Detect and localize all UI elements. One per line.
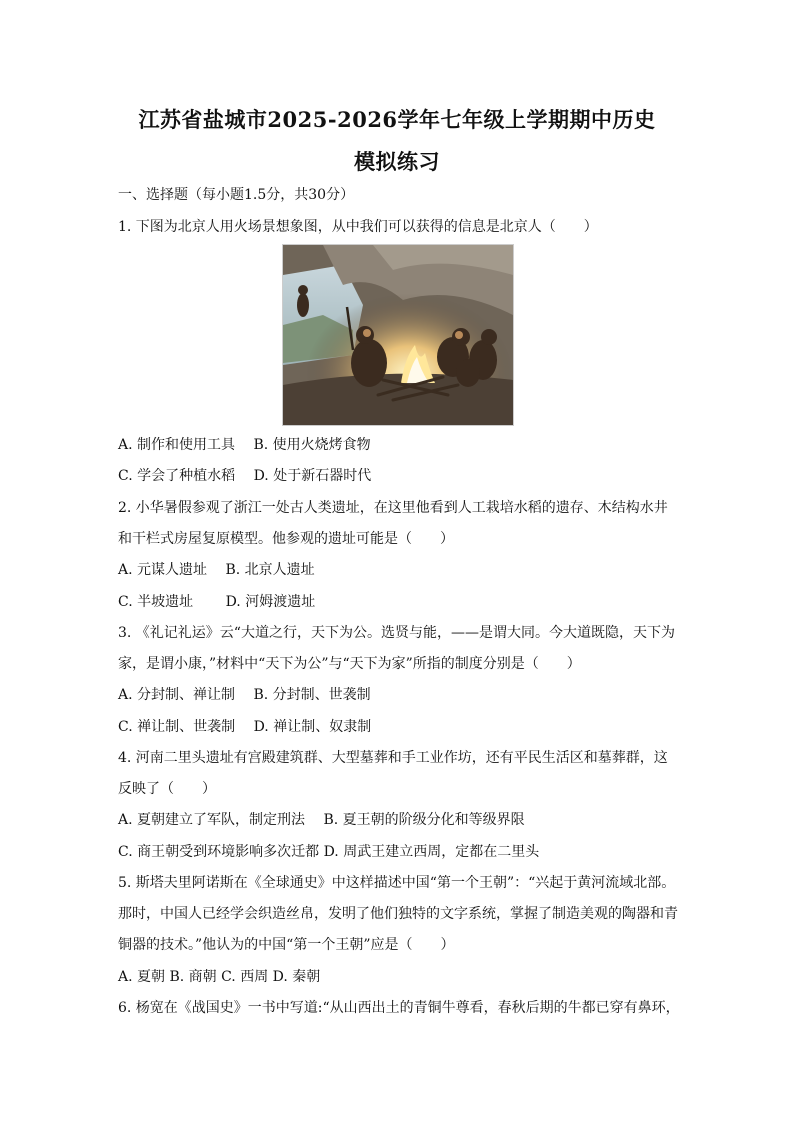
question-3-options-row-1: A. 分封制、禅让制 B. 分封制、世袭制 xyxy=(118,687,371,703)
question-1-options-row-2: C. 学会了种植水稻 D. 处于新石器时代 xyxy=(118,468,372,484)
question-3-stem-line-1: 3. 《礼记礼运》云“大道之行，天下为公。选贤与能，——是谓大同。今大道既隐，天下为 xyxy=(118,625,675,641)
question-2-options-row-1: A. 元谋人遗址 B. 北京人遗址 xyxy=(118,562,315,578)
question-4-options-row-2: C. 商王朝受到环境影响多次迁都 D. 周武王建立西周，定都在二里头 xyxy=(118,844,540,860)
document-title: 江苏省盐城市2025-2026学年七年级上学期期中历史 xyxy=(138,107,656,132)
question-3-options-row-2: C. 禅让制、世袭制 D. 禅让制、奴隶制 xyxy=(118,719,372,735)
peking-man-fire-illustration xyxy=(282,244,514,426)
question-2-stem-line-1: 2. 小华暑假参观了浙江一处古人类遗址，在这里他看到人工栽培水稻的遗存、木结构水井 xyxy=(118,500,668,516)
question-6-stem-line-1: 6. 杨宽在《战国史》一书中写道:“从山西出土的青铜牛尊看，春秋后期的牛都已穿有鼻环， xyxy=(118,1000,680,1016)
question-4-options-row-1: A. 夏朝建立了军队，制定刑法 B. 夏王朝的阶级分化和等级界限 xyxy=(118,812,525,828)
question-5-stem-line-2: 那时，中国人已经学会织造丝帛，发明了他们独特的文字系统，掌握了制造美观的陶器和青 xyxy=(118,906,678,922)
question-2-options-row-2: C. 半坡遗址 D. 河姆渡遗址 xyxy=(118,594,316,610)
question-5-stem-line-1: 5. 斯塔夫里阿诺斯在《全球通史》中这样描述中国“第一个王朝”：“兴起于黄河流域北部。 xyxy=(118,875,676,891)
question-4-stem-line-2: 反映了（ ） xyxy=(118,781,216,797)
question-5-options-row-1: A. 夏朝 B. 商朝 C. 西周 D. 秦朝 xyxy=(118,969,321,985)
question-1-stem: 1. 下图为北京人用火场景想象图，从中我们可以获得的信息是北京人（ ） xyxy=(118,219,598,235)
question-1-options-row-1: A. 制作和使用工具 B. 使用火烧烤食物 xyxy=(118,437,371,453)
question-4-stem-line-1: 4. 河南二里头遗址有宫殿建筑群、大型墓葬和手工业作坊，还有平民生活区和墓葬群，这 xyxy=(118,750,668,766)
document-subtitle: 模拟练习 xyxy=(354,149,440,174)
question-5-stem-line-3: 铜器的技术。”他认为的中国“第一个王朝”应是（ ） xyxy=(118,937,455,953)
section-heading: 一、选择题（每小题1.5分，共30分） xyxy=(118,187,355,203)
question-2-stem-line-2: 和干栏式房屋复原模型。他参观的遗址可能是（ ） xyxy=(118,531,454,547)
question-3-stem-line-2: 家，是谓小康，”材料中“天下为公”与“天下为家”所指的制度分别是（ ） xyxy=(118,656,581,672)
